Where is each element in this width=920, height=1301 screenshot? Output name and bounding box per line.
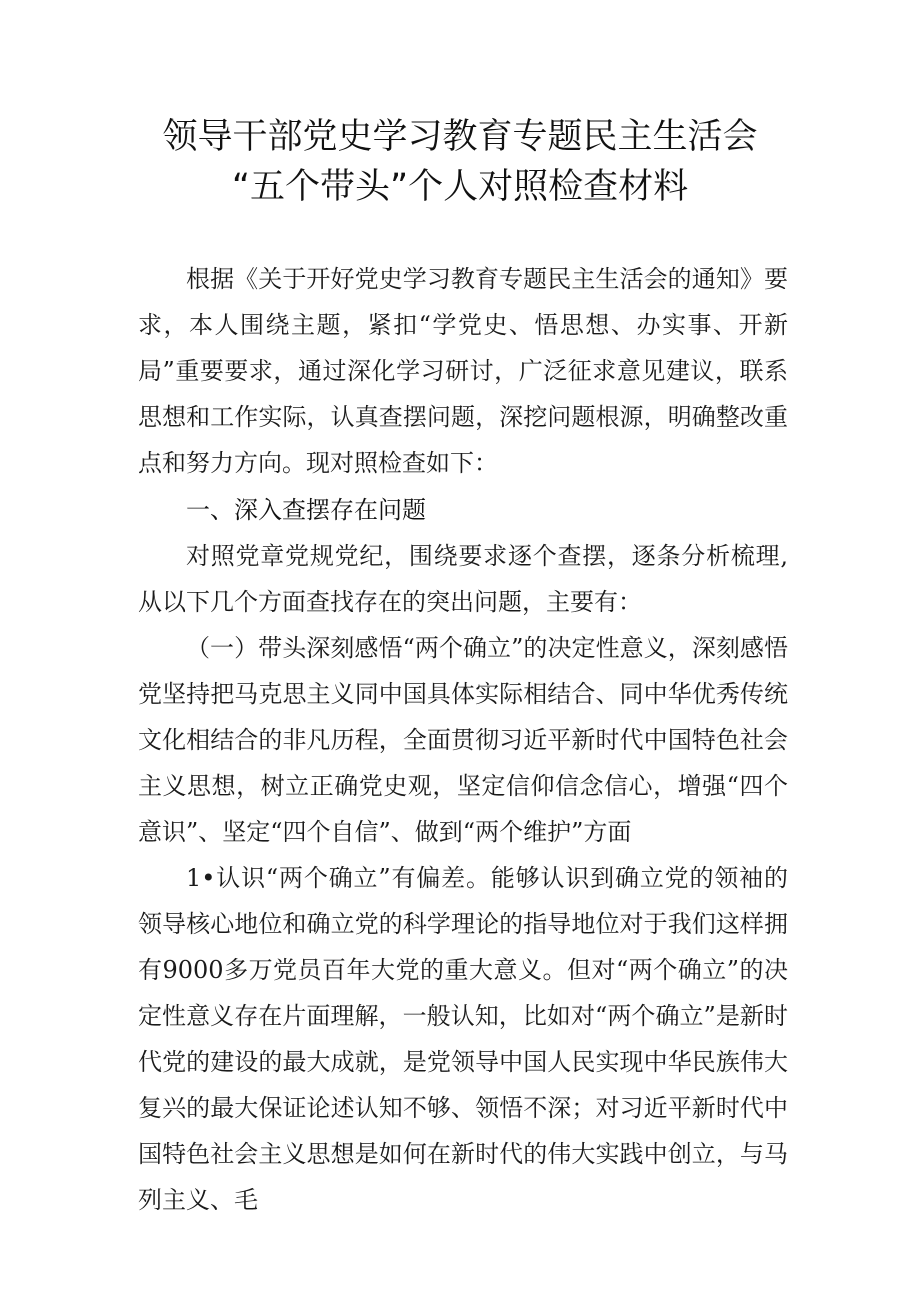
intro-paragraph: 根据《关于开好党史学习教育专题民主生活会的通知》要求，本人围绕主题，紧扣“学党史、悟思想、办实事、开新局”重要要求，通过深化学习研讨，广泛征求意见建议，联系思想和工作实际，认真查摆问题，深挖问题根源，明确整改重点和努力方向。现对照检查如下： — [138, 265, 788, 477]
paragraph-4-block — [138, 855, 788, 1223]
intro-paragraph-block — [138, 256, 788, 486]
title-line-2: “五个带头”个人对照检查材料 — [231, 167, 689, 207]
section-heading-1: 一、深入查摆存在问题 — [186, 496, 426, 524]
subsection-paragraph-1: （一）带头深刻感悟“两个确立”的决定性意义，深刻感悟党坚持把马克思主义同中国具体实际相结合、同中华优秀传统文化相结合的非凡历程，全面贯彻习近平新时代中国特色社会主义思想，树立正确党史观，坚定信仰信念信心，增强“四个意识”、坚定“四个自信”、做到“两个维护”方面 — [138, 634, 788, 846]
paragraph-2: 对照党章党规党纪，围绕要求逐个查摆，逐条分析梳理,从以下几个方面查找存在的突出问题，主要有： — [138, 542, 788, 616]
paragraph-3-block — [138, 625, 788, 855]
paragraph-2-block — [138, 533, 788, 625]
section-heading-block — [138, 487, 788, 533]
title-line-1: 领导干部党史学习教育专题民主生活会 — [162, 117, 758, 157]
document-title — [0, 112, 920, 212]
item-paragraph-1: 1•认识“两个确立”有偏差。能够认识到确立党的领袖的领导核心地位和确立党的科学理论的指导地位对于我们这样拥有9000多万党员百年大党的重大意义。但对“两个确立”的决定性意义存在片面理解，一般认知，比如对“两个确立”是新时代党的建设的最大成就，是党领导中国人民实现中华民族伟大复兴的最大保证论述认知不够、领悟不深；对习近平新时代中国特色社会主义思想是如何在新时代的伟大实践中创立，与马列主义、毛 — [138, 864, 788, 1214]
